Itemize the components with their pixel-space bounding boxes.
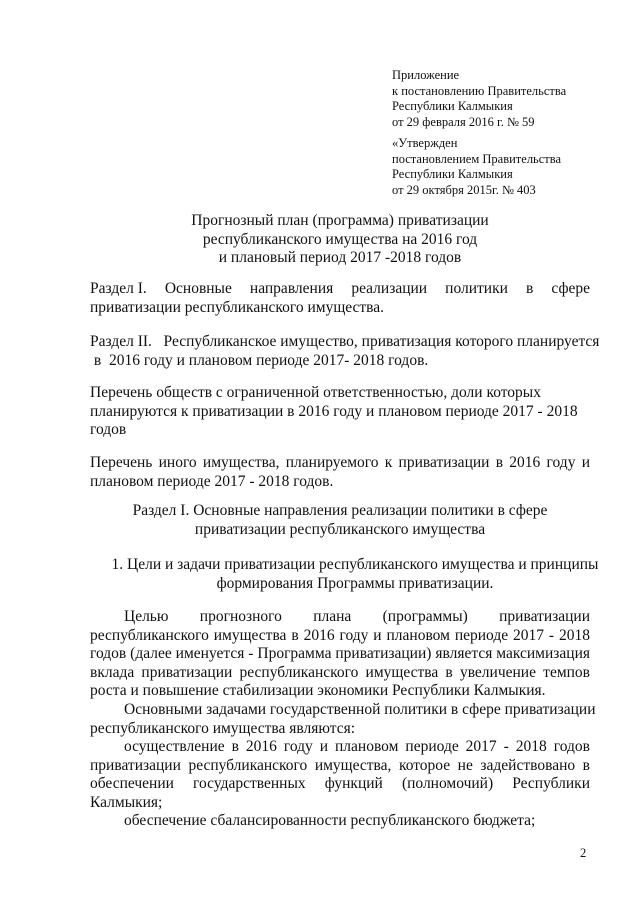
task-item-1-line: приватизации республиканского имущества, которое не задействовано в xyxy=(90,756,590,774)
tasks-line: республиканского имущества являются: xyxy=(90,719,356,737)
task-item-1-line: осуществление в 2016 году и плановом периоде 2017 - 2018 годов xyxy=(124,738,590,755)
document-title xyxy=(90,212,590,268)
section-1-heading-line: приватизации республиканского имущества xyxy=(194,520,486,538)
task-item-2-line: обеспечение сбалансированности республиканского бюджета; xyxy=(124,812,536,829)
toc-section-1-line2: приватизации республиканского имущества. xyxy=(90,298,385,316)
word: государственных xyxy=(193,775,306,793)
approved-line: постановлением Правительства xyxy=(392,151,562,166)
section-1-heading xyxy=(90,502,590,539)
toc-llc-line: годов xyxy=(90,421,127,439)
word: политики xyxy=(445,280,508,297)
subsection-1-heading-line: формирования Программы приватизации. xyxy=(216,574,494,592)
word: плана xyxy=(313,608,352,625)
subsection-1-heading-line: 1. Цели и задачи приватизации республиканского имущества и принципы xyxy=(111,556,599,573)
word: обеспечении xyxy=(90,775,174,793)
word: Раздел I. xyxy=(90,280,147,297)
toc-llc-list xyxy=(90,384,590,440)
approved-line: Республики Калмыкия xyxy=(392,167,513,181)
word: приватизации xyxy=(499,608,590,625)
title-line: Прогнозный план (программа) приватизации xyxy=(191,212,489,229)
word: функций xyxy=(324,775,383,793)
word: в xyxy=(525,280,534,297)
toc-other-line1: Перечень иного имущества, планируемого к приватизации в 2016 году и xyxy=(90,454,590,471)
word: Основные xyxy=(164,280,232,297)
approved-block xyxy=(392,136,561,198)
toc-section-2 xyxy=(90,333,600,370)
toc-llc-line: планируются к приватизации в 2016 году и плановом периоде 2017 - 2018 xyxy=(90,402,578,420)
appendix-block xyxy=(392,68,566,130)
goal-line: роста и повышение стабилизации экономики Республики Калмыкия. xyxy=(90,682,546,700)
word: Республики xyxy=(512,775,590,793)
goal-line1 xyxy=(90,608,590,627)
toc-section-1-line1 xyxy=(90,280,590,299)
approved-line: «Утвержден xyxy=(392,136,458,150)
toc-section-2-line1: Раздел II. Республиканское имущество, приватизация которого планируется xyxy=(90,333,600,350)
word: (полномочий) xyxy=(401,775,494,793)
word: сфере xyxy=(551,280,590,297)
page-number: 2 xyxy=(580,846,587,860)
word: (программы) xyxy=(382,608,468,625)
task-item-1-last: Калмыкия; xyxy=(90,793,163,811)
title-line: республиканского имущества на 2016 год xyxy=(202,230,478,248)
toc-other-line2: плановом периоде 2017 - 2018 годов. xyxy=(90,472,334,490)
task-item-1 xyxy=(90,738,590,812)
tasks-paragraph xyxy=(90,701,596,738)
appendix-line: Приложение xyxy=(392,68,460,82)
goal-line: республиканского имущества в 2016 году и плановом периоде 2017 - 2018 xyxy=(90,626,590,644)
title-line: и плановый период 2017 -2018 годов xyxy=(218,249,462,266)
word: направления xyxy=(249,280,334,297)
toc-section-2-line2: в 2016 году и плановом периоде 2017- 2018 годов. xyxy=(90,351,429,369)
tasks-line: Основными задачами государственной политики в сфере приватизации xyxy=(124,701,596,718)
toc-other-property xyxy=(90,454,590,491)
appendix-line: к постановлению Правительства xyxy=(392,83,567,98)
approved-line: от 29 октября 2015г. № 403 xyxy=(392,182,536,197)
task-item-2 xyxy=(124,812,535,831)
section-1-heading-line: Раздел I. Основные направления реализации политики в сфере xyxy=(132,502,548,519)
toc-llc-line: Перечень обществ с ограниченной ответственностью, доли которых xyxy=(90,384,541,401)
goal-paragraph xyxy=(90,608,590,701)
appendix-line: Республики Калмыкия xyxy=(392,99,513,113)
task-item-1-line3 xyxy=(90,775,590,794)
word: Целью xyxy=(124,608,169,625)
word: реализации xyxy=(351,280,428,297)
goal-line: вклада приватизации республиканского имущества в увеличение темпов xyxy=(90,663,590,681)
subsection-1-heading xyxy=(90,556,620,593)
goal-line: годов (далее именуется - Программа приватизации) является максимизация xyxy=(90,645,590,663)
word: прогнозного xyxy=(199,608,282,625)
appendix-line: от 29 февраля 2016 г. № 59 xyxy=(392,114,535,129)
toc-section-1 xyxy=(90,280,590,317)
